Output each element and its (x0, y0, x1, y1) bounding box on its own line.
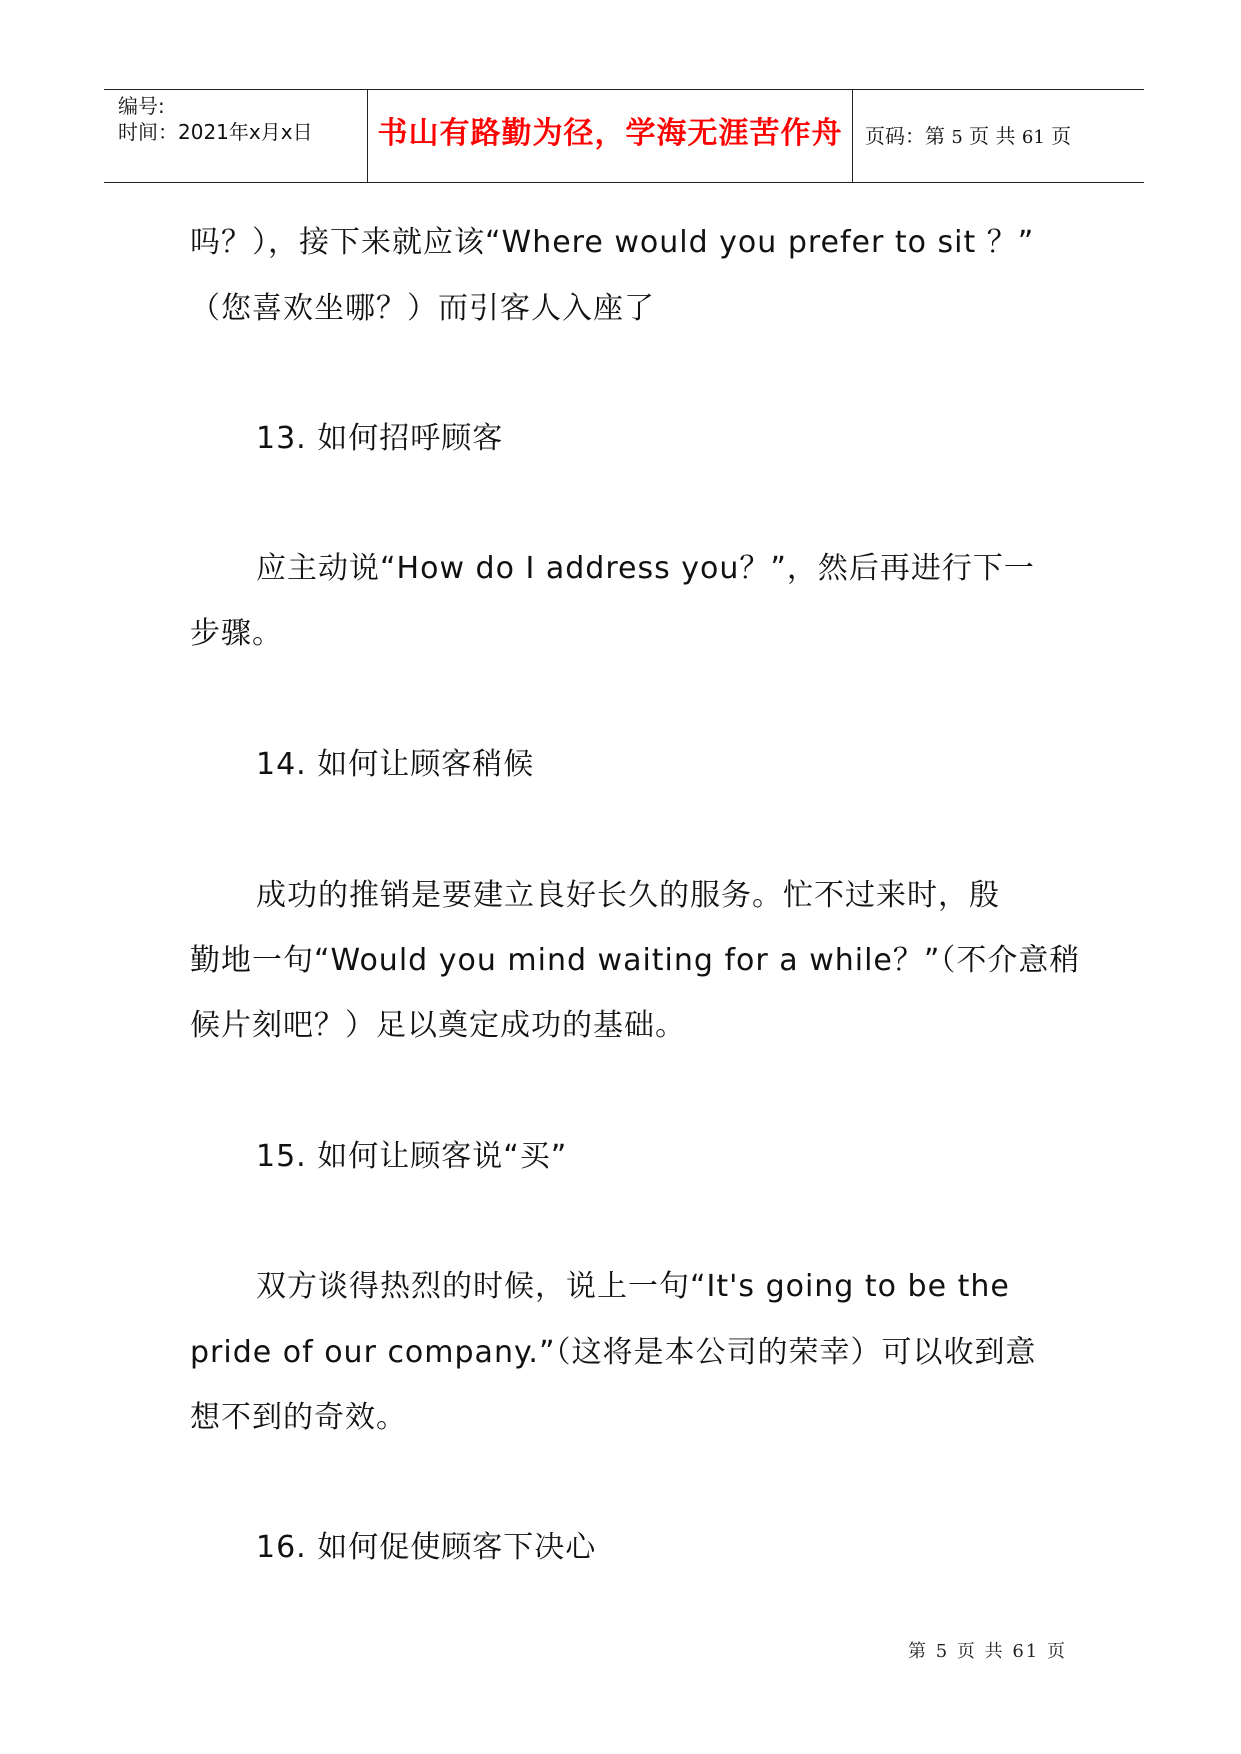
header-middle-cell (368, 90, 853, 182)
header-right-cell (853, 90, 1144, 182)
section-heading: 15. 如何让顾客说“买” (256, 1139, 568, 1174)
paragraph-line: 候片刻吧？）足以奠定成功的基础。 (190, 1008, 686, 1043)
header-page-indicator (865, 124, 1071, 150)
paragraph-line: 双方谈得热烈的时候，说上一句“It's going to be the (256, 1269, 1010, 1304)
page-mid: 页 共 (969, 124, 1016, 148)
paragraph-line: 成功的推销是要建立良好长久的服务。忙不过来时，殷 (256, 878, 1000, 913)
paragraph-line: 想不到的奇效。 (190, 1400, 407, 1435)
header-left-cell (104, 90, 368, 182)
page-prefix: 页码：第 (865, 124, 945, 148)
header-motto: 书山有路勤为径，学海无涯苦作舟 (377, 116, 843, 151)
document-header (104, 89, 1144, 183)
paragraph-line: pride of our company.”（这将是本公司的荣幸）可以收到意 (190, 1335, 1037, 1370)
section-heading: 16. 如何促使顾客下决心 (256, 1530, 597, 1565)
section-heading: 14. 如何让顾客稍候 (256, 747, 535, 782)
paragraph-line: 勤地一句“Would you mind waiting for a while？”（不介意稍 (190, 943, 1081, 978)
paragraph-line: 应主动说“How do I address you？”，然后再进行下一 (256, 551, 1035, 586)
page-current: 5 (951, 127, 963, 148)
paragraph-line: （您喜欢坐哪？）而引客人入座了 (190, 291, 655, 326)
page-footer: 第 5 页 共 61 页 (908, 1641, 1067, 1662)
serial-number-label: 编号: (118, 94, 165, 118)
paragraph-line: 吗？），接下来就应该“Where would you prefer to sit ？” (190, 225, 1035, 260)
page-suffix: 页 (1051, 124, 1072, 148)
paragraph-line: 步骤。 (190, 616, 283, 651)
page-total: 61 (1021, 127, 1045, 148)
section-heading: 13. 如何招呼顾客 (256, 421, 504, 456)
date-label: 时间：2021年x月x日 (118, 120, 313, 144)
